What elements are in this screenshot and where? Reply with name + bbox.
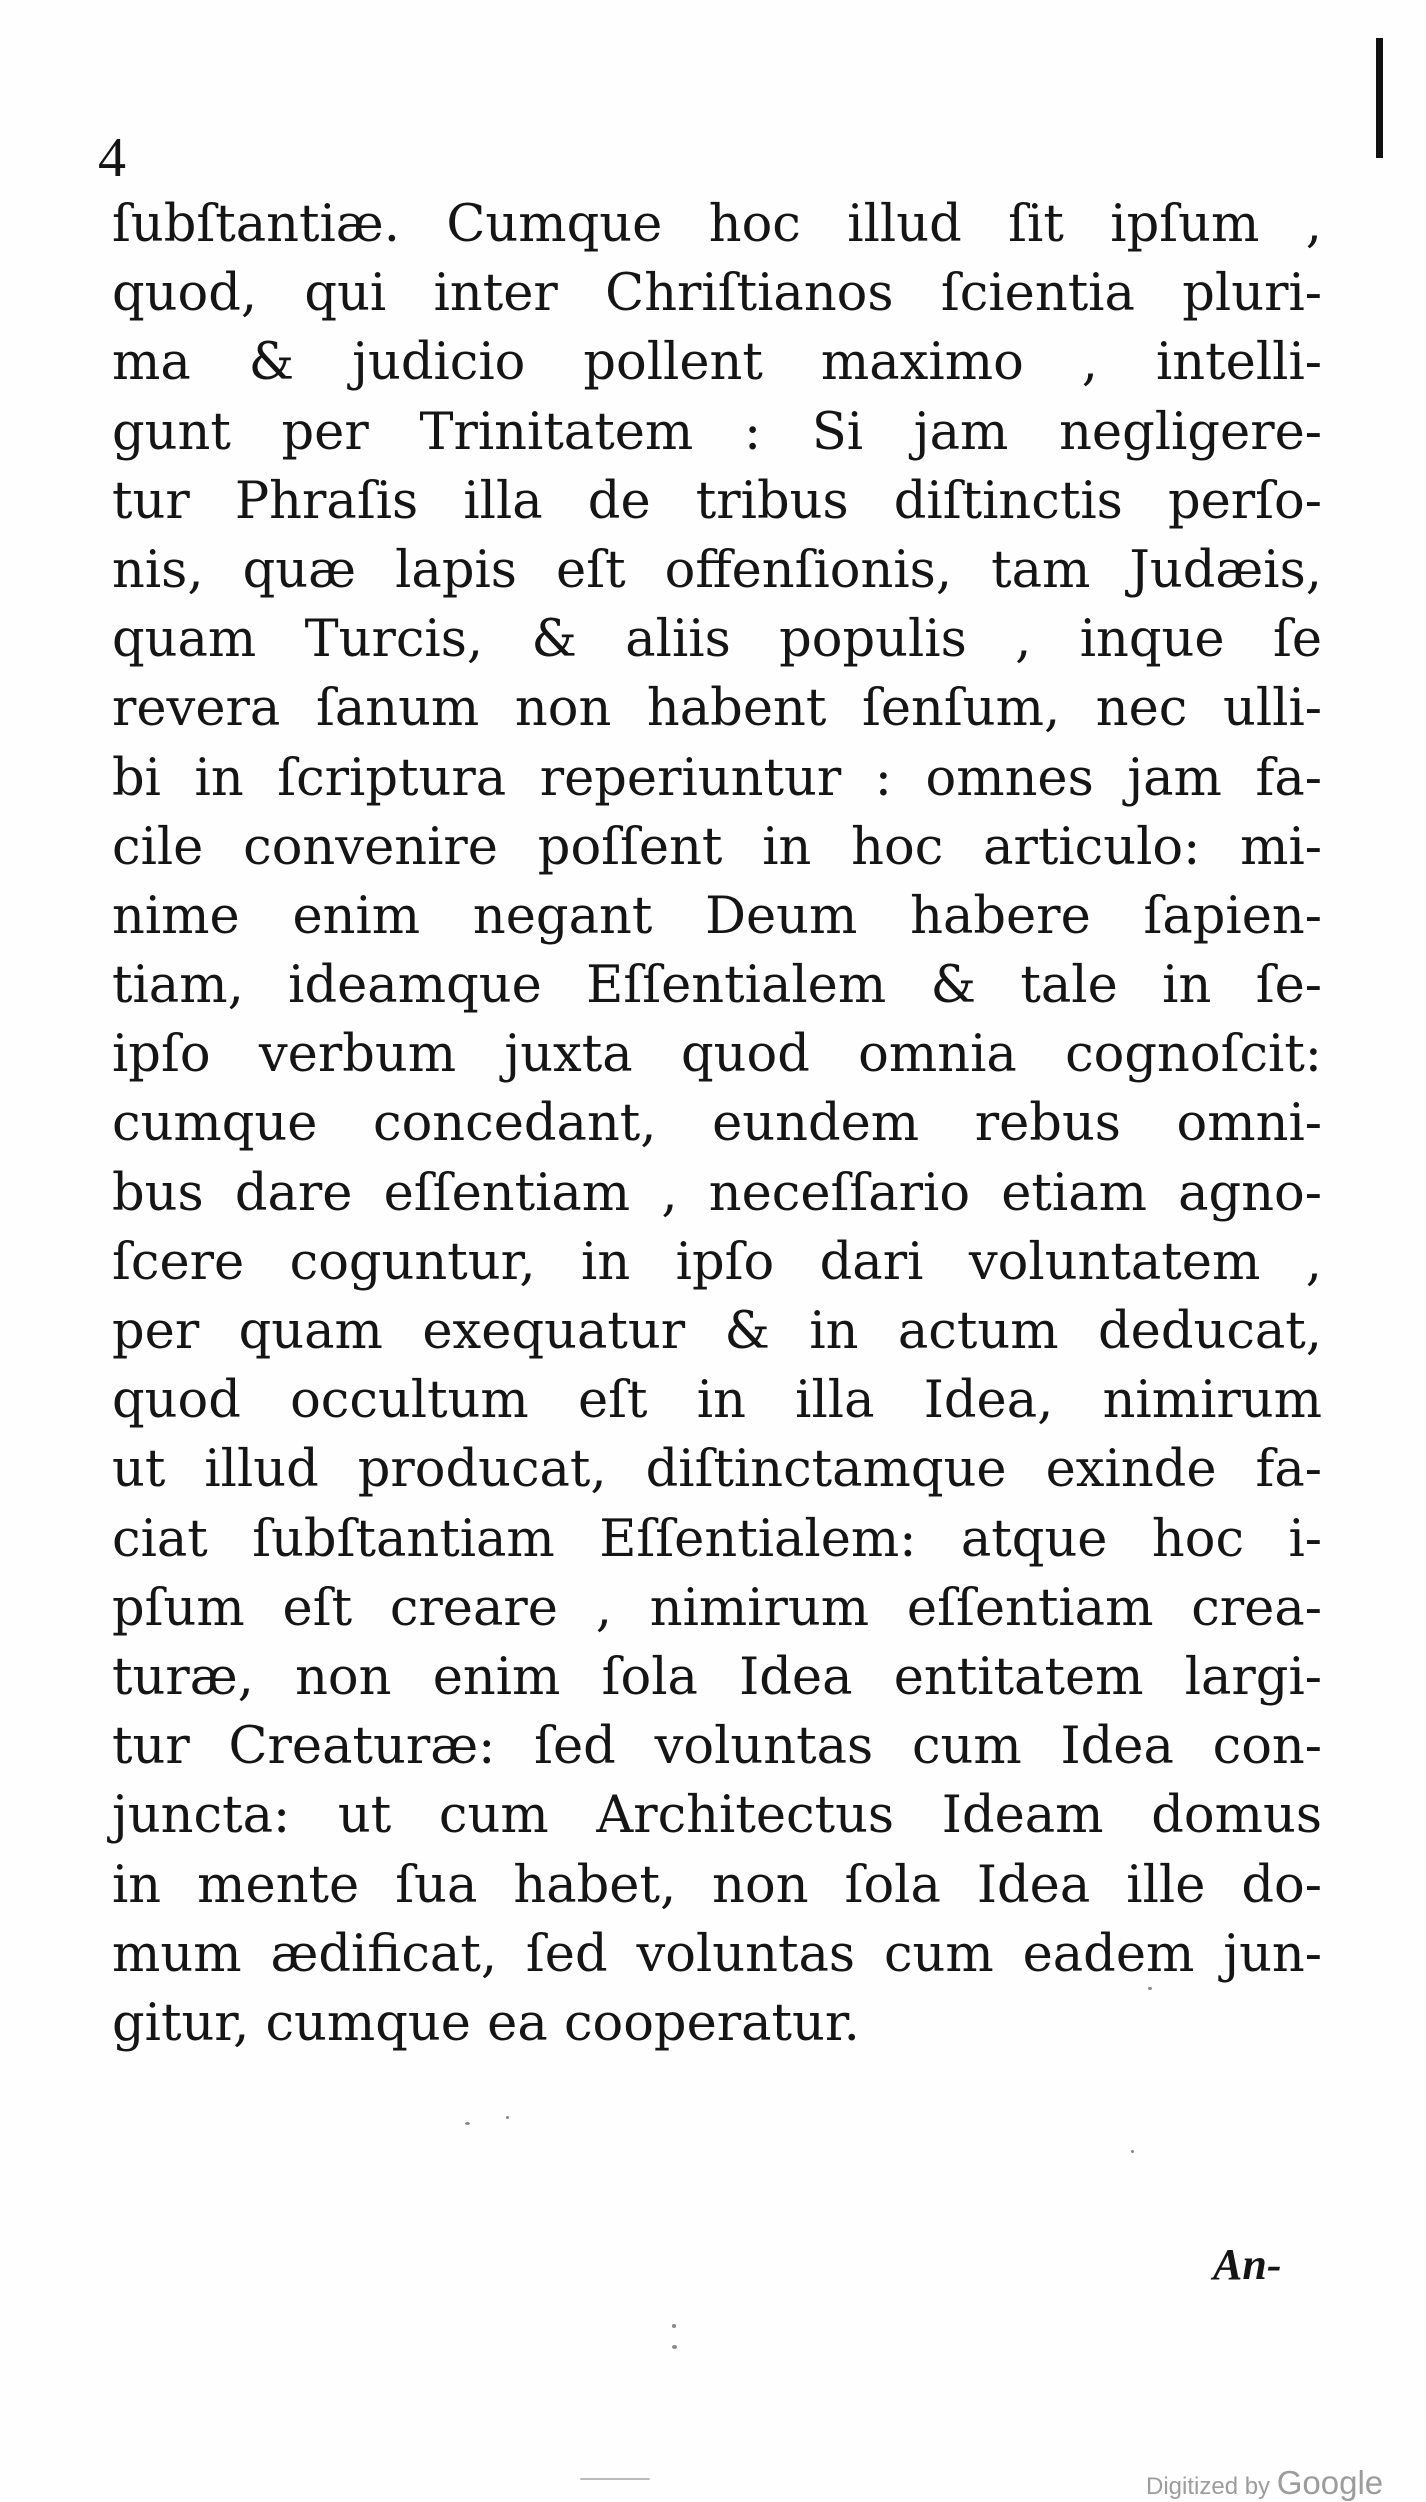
catchword: An-: [1213, 2240, 1282, 2289]
text-line: ciat ſubſtantiam Eſſentialem: atque hoc i-: [112, 1509, 1322, 1569]
ink-speck: [506, 2116, 509, 2119]
text-line: quod, qui inter Chriſtianos ſcientia pluri-: [112, 264, 1322, 324]
watermark-brand: Google: [1276, 2464, 1384, 2501]
text-line: tur Creaturæ: ſed voluntas cum Idea con-: [112, 1717, 1322, 1777]
text-line: nime enim negant Deum habere ſapien-: [112, 886, 1322, 946]
text-line: bus dare eſſentiam , neceſſario etiam agno-: [112, 1163, 1322, 1223]
ink-speck: [672, 2345, 677, 2349]
text-line: tur Phraſis illa de tribus diſtinctis perſo-: [112, 471, 1322, 531]
text-line: ma & judicio pollent maximo , intelli-: [112, 333, 1322, 393]
text-line: gitur, cumque ea cooperatur.: [112, 1993, 860, 2053]
text-line: bi in ſcriptura reperiuntur : omnes jam fa-: [112, 748, 1322, 808]
text-line: ipſo verbum juxta quod omnia cognoſcit:: [112, 1025, 1322, 1085]
ink-speck: [672, 2324, 676, 2328]
ink-speck: [1131, 2150, 1134, 2153]
text-line: ſcere coguntur, in ipſo dari voluntatem ,: [112, 1232, 1322, 1292]
text-line: ut illud producat, diſtinctamque exinde fa-: [112, 1440, 1322, 1500]
ink-smudge: [580, 2478, 650, 2480]
text-line: nis, quæ lapis eſt offenſionis, tam Judæis,: [112, 540, 1322, 600]
page-number: 4: [98, 127, 126, 189]
watermark-prefix: Digitized by: [1146, 2473, 1271, 2500]
text-line: revera ſanum non habent ſenſum, nec ulli-: [112, 679, 1322, 739]
digitization-watermark: [1146, 2464, 1383, 2502]
text-line: juncta: ut cum Architectus Ideam domus: [112, 1786, 1322, 1846]
text-line: pſum eſt creare , nimirum eſſentiam crea-: [112, 1578, 1322, 1638]
text-line: mum ædificat, ſed voluntas cum eadem jun-: [112, 1924, 1322, 1984]
text-line: gunt per Trinitatem : Si jam negligere-: [112, 402, 1322, 462]
ink-speck: [1148, 1987, 1152, 1990]
text-line: quod occultum eſt in illa Idea, nimirum: [112, 1371, 1322, 1431]
text-line: cumque concedant, eundem rebus omni-: [112, 1094, 1322, 1154]
ink-speck: [465, 2122, 470, 2125]
text-line: cile convenire poſſent in hoc articulo: mi-: [112, 817, 1322, 877]
text-line: in mente ſua habet, non ſola Idea ille do-: [112, 1855, 1322, 1915]
body-text: [112, 190, 1322, 2058]
text-line: turæ, non enim ſola Idea entitatem largi-: [112, 1647, 1322, 1707]
text-line: tiam, ideamque Eſſentialem & tale in ſe-: [112, 956, 1322, 1016]
text-line: ſubſtantiæ. Cumque hoc illud ſit ipſum ,: [112, 195, 1322, 254]
text-line: per quam exequatur & in actum deducat,: [112, 1302, 1322, 1361]
text-line: quam Turcis, & aliis populis , inque ſe: [112, 610, 1322, 670]
page-edge-shadow: [1376, 38, 1383, 158]
